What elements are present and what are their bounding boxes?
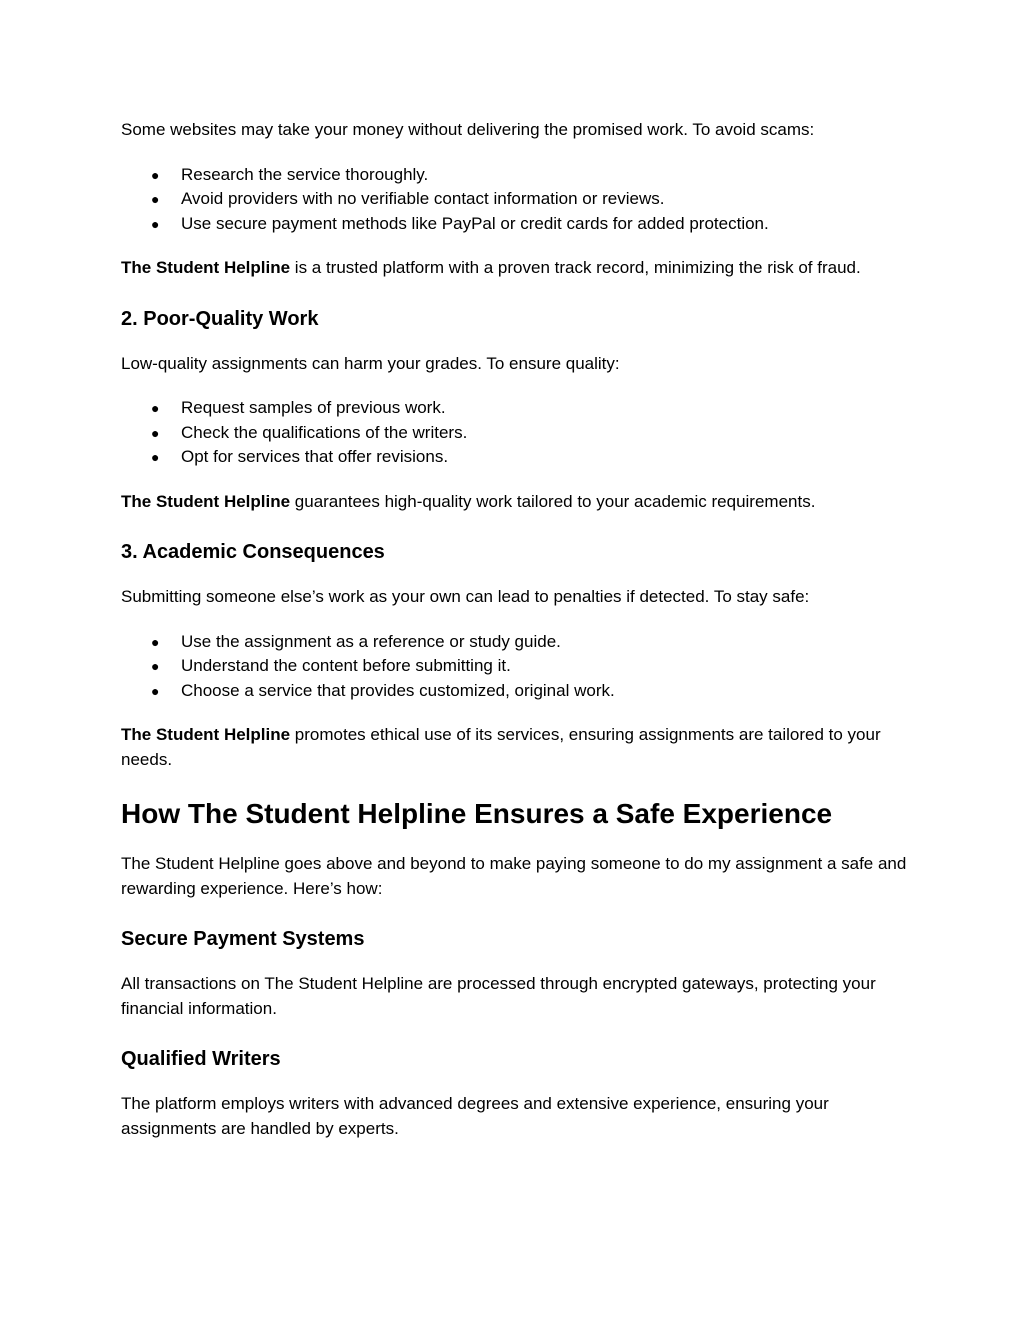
scams-intro: Some websites may take your money without delivering the promised work. To avoid scams: — [121, 120, 815, 139]
secure-payment-text: All transactions on The Student Helpline are processed through encrypted gateways, protecting your financial information. — [121, 974, 876, 1018]
heading-qualified-writers: Qualified Writers — [121, 1048, 281, 1070]
bullet-icon: ● — [151, 658, 160, 674]
bullet-icon: ● — [151, 424, 160, 441]
list-item: ● Opt for services that offer revisions. — [121, 445, 921, 470]
heading-safe-experience: How The Student Helpline Ensures a Safe Experience — [121, 798, 833, 829]
ethical-use-paragraph: The Student Helpline promotes ethical use of its services, ensuring assignments are tailored to your needs. — [121, 725, 881, 769]
heading-secure-payment: Secure Payment Systems — [121, 928, 365, 950]
bullet-icon: ● — [151, 449, 160, 465]
bullet-icon: ● — [151, 215, 160, 232]
list-item: ● Understand the content before submitting it. — [121, 654, 921, 679]
bullet-icon: ● — [151, 633, 160, 650]
quality-guarantee-paragraph: The Student Helpline guarantees high-quality work tailored to your academic requirements. — [121, 491, 816, 511]
brand-name: The Student Helpline — [121, 491, 291, 511]
bullet-icon: ● — [151, 191, 160, 207]
heading-poor-quality: 2. Poor-Quality Work — [121, 307, 319, 330]
quality-list — [121, 396, 921, 470]
safe-experience-intro: The Student Helpline goes above and beyond to make paying someone to do my assignment a safe and rewarding experience. Here’s how: — [121, 854, 907, 898]
list-item: ● Check the qualifications of the writers. — [121, 421, 921, 446]
list-item: ● Avoid providers with no verifiable contact information or reviews. — [121, 187, 921, 212]
academic-intro: Submitting someone else’s work as your own can lead to penalties if detected. To stay safe: — [121, 587, 810, 606]
scams-list — [121, 163, 921, 237]
trusted-platform-paragraph: The Student Helpline is a trusted platform with a proven track record, minimizing the risk of fraud. — [121, 258, 861, 277]
list-item: ● Request samples of previous work. — [121, 396, 921, 421]
bullet-icon: ● — [151, 682, 160, 699]
brand-name: The Student Helpline — [121, 258, 291, 277]
bullet-icon: ● — [151, 166, 160, 183]
brand-name: The Student Helpline — [121, 725, 291, 744]
bullet-icon: ● — [151, 400, 160, 416]
poor-quality-intro: Low-quality assignments can harm your grades. To ensure quality: — [121, 353, 620, 373]
list-item: ● Choose a service that provides customized, original work. — [121, 679, 921, 704]
list-item: ● Use secure payment methods like PayPal or credit cards for added protection. — [121, 212, 921, 237]
safety-list — [121, 630, 921, 704]
list-item: ● Use the assignment as a reference or study guide. — [121, 630, 921, 655]
qualified-writers-text: The platform employs writers with advanced degrees and extensive experience, ensuring your assignments are handled by experts. — [121, 1094, 829, 1138]
heading-academic-consequences: 3. Academic Consequences — [121, 541, 385, 563]
list-item: ● Research the service thoroughly. — [121, 163, 921, 188]
document-page — [121, 118, 921, 1141]
